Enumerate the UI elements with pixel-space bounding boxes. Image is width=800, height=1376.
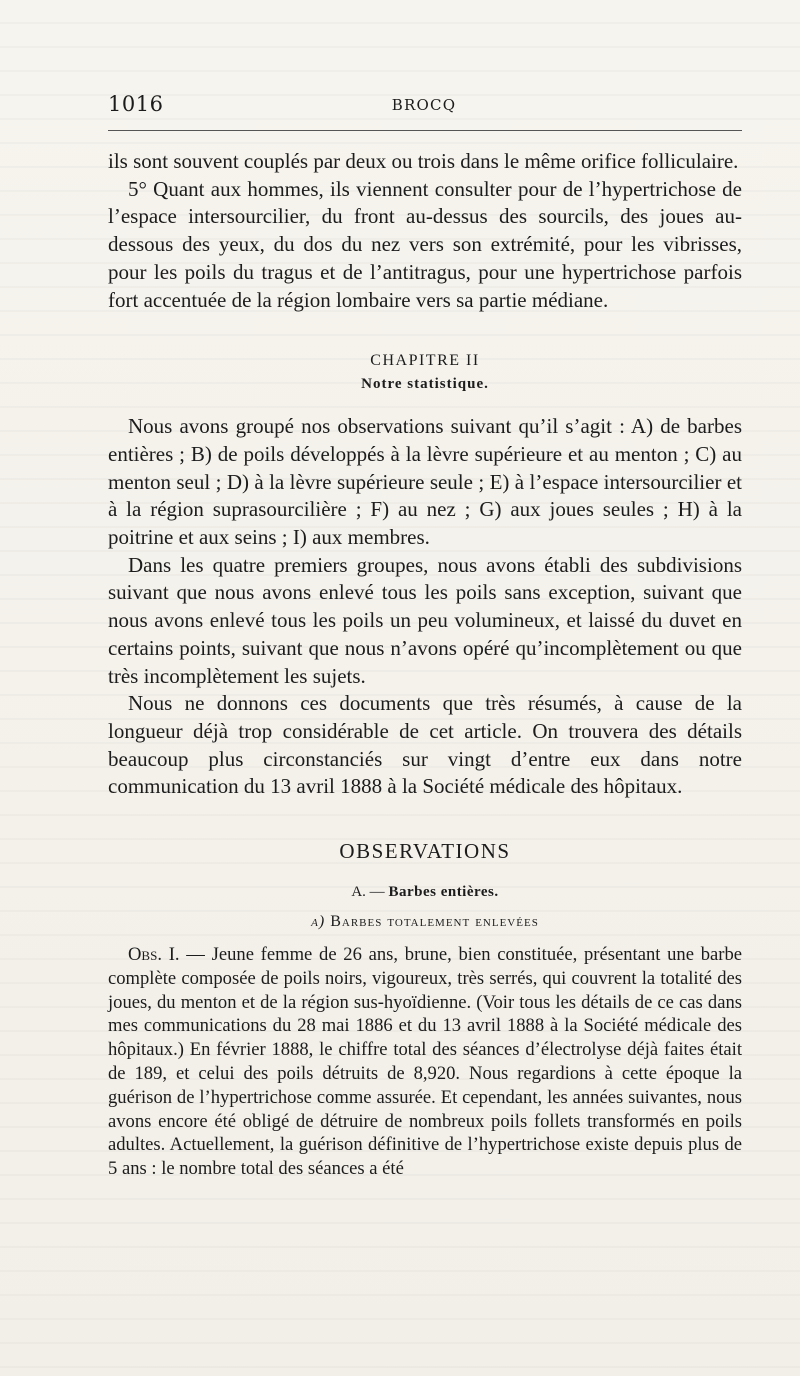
- chapter-subtitle: Notre statistique.: [361, 376, 489, 393]
- chapter-title: CHAPITRE II: [370, 352, 480, 370]
- page-body: [108, 148, 742, 1181]
- section-prefix: A. —: [351, 884, 389, 901]
- observation-paragraph: [108, 943, 742, 1181]
- section-label: Barbes entières.: [388, 884, 499, 901]
- subsection-letter: a): [311, 913, 326, 931]
- section-heading: [108, 884, 742, 901]
- page-header: [108, 92, 740, 120]
- running-head: BROCQ: [391, 96, 457, 114]
- paragraph-men: 5° Quant aux hommes, ils viennent consulter pour de l’hypertrichose de l’espace intersourcilier, du front au-dessus des sourcils, des joues au-dessous des yeux, du dos du nez vers son extrémité, pour les vibrisses, pour les poils du tragus et de l’antitragus, pour une hypertrichose parfois fort accentuée de la région lombaire vers sa partie médiane.: [108, 176, 742, 312]
- paragraph-continuation: ils sont souvent couplés par deux ou trois dans le même orifice folliculaire.: [108, 149, 739, 173]
- paragraph-groups: Nous avons groupé nos observations suivant qu’il s’agit : A) de barbes entières ; B) de poils développés à la lèvre supérieure et au menton ; C) au menton seul ; D) à la lèvre supérieure seule ; E) à l’espace intersourcilier et à la région suprasourcilière ; F) au nez ; G) aux joues seules ; H) à la poitrine et aux seins ; I) aux membres.: [108, 414, 742, 550]
- subsection-heading: [108, 913, 742, 931]
- subsection-label: Barbes totalement enlevées: [330, 913, 539, 931]
- paragraph-documents: Nous ne donnons ces documents que très résumés, à cause de la longueur déjà trop considérable de cet article. On trouvera des détails beaucoup plus circonstanciés sur vingt d’entre eux dans notre communication du 13 avril 1888 à la Société médicale des hôpitaux.: [108, 691, 742, 799]
- observation-text: Jeune femme de 26 ans, brune, bien constituée, présentant une barbe complète composée de poils noirs, vigoureux, très serrés, qui couvrent la totalité des joues, du menton et de la région sus-hyoïdienne. (Voir tous les détails de ce cas dans mes communications du 28 mai 1886 et du 13 avril 1888 à la Société médicale des hôpitaux.) En février 1888, le chiffre total des séances d’électrolyse déjà faites était de 189, et celui des poils détruits de 8,920. Nous regardions à cette époque la guérison de l’hypertrichose comme assurée. Et cependant, les années suivantes, nous avons encore été obligé de détruire de nombreux poils follets transformés en poils adultes. Actuellement, la guérison définitive de l’hypertrichose existe depuis plus de 5 ans : le nombre total des séances a été: [108, 944, 742, 1180]
- paragraph-subdivisions: Dans les quatre premiers groupes, nous avons établi des subdivisions suivant que nous avons enlevé tous les poils sans exception, suivant que nous avons enlevé tous les poils un peu volumineux, et laissé du duvet en certains points, suivant que nous n’avons opéré qu’incomplètement ou que très incomplètement les sujets.: [108, 552, 742, 688]
- header-rule: [108, 130, 742, 131]
- page-number: 1016: [108, 92, 164, 116]
- observation-label: Obs. I. —: [128, 944, 212, 966]
- observations-heading: OBSERVATIONS: [339, 839, 511, 864]
